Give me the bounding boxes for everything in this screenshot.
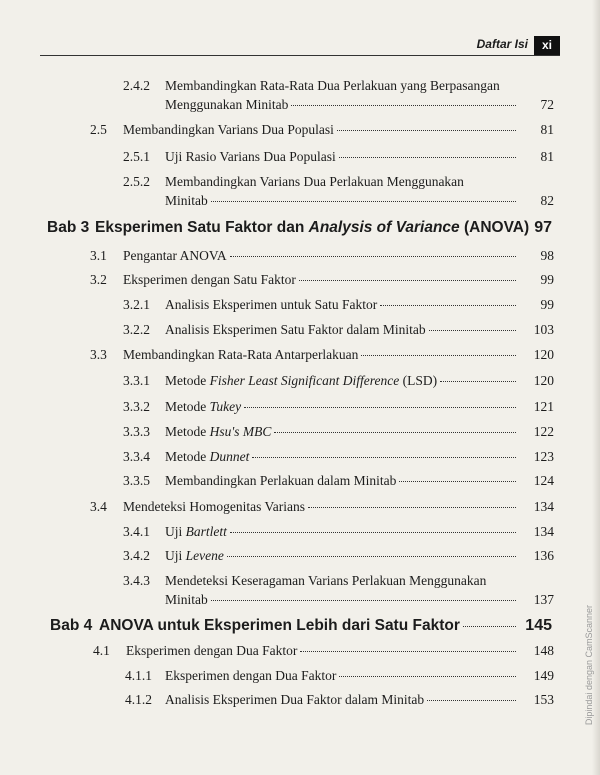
toc-chapter-number: Bab 4 [50,617,93,634]
toc-number: 3.3.5 [123,473,150,488]
header-page-number: xi [534,36,560,55]
toc-title-line: Uji Rasio Varians Dua Populasi [165,149,336,164]
toc-number: 3.2.2 [123,322,150,337]
toc-leader [211,201,516,202]
toc-leader [361,355,516,356]
toc-title-line: Menggunakan Minitab [165,97,289,112]
toc-title-post: (LSD) [399,373,438,388]
toc-page: 99 [540,297,554,312]
toc-leader [337,130,516,131]
toc-page: 97 [534,219,552,236]
toc-number: 3.3 [90,347,107,362]
toc-number: 3.4.3 [123,573,150,588]
toc-title-italic: Bartlett [185,524,227,539]
toc-page: 123 [533,449,554,464]
toc-page: 72 [540,97,554,112]
toc-title-line: Mendeteksi Homogenitas Varians [123,499,305,514]
toc-leader [339,157,516,158]
toc-title-line: Analisis Eksperimen Satu Faktor dalam Minitab [165,322,426,337]
toc-number: 3.3.3 [123,424,150,439]
toc-title-line: Membandingkan Perlakuan dalam Minitab [165,473,397,488]
toc-number: 3.4.1 [123,524,150,539]
toc-page: 82 [540,193,554,208]
toc-leader [274,432,516,433]
toc-title-pre: Metode [165,449,210,464]
toc-title-pre: Metode [165,424,210,439]
toc-page: 149 [533,668,554,683]
toc-number: 3.2.1 [123,297,150,312]
toc-number: 3.3.1 [123,373,150,388]
toc-page: 134 [533,524,554,539]
toc-title-italic: Fisher Least Significant Difference [209,373,400,388]
toc-title-line: Pengantar ANOVA [123,248,227,263]
toc-number: 3.1 [90,248,107,263]
toc-number: 2.5.1 [123,149,150,164]
toc-title-line: Minitab [165,193,208,208]
toc-leader [252,457,516,458]
toc-chapter-title: ANOVA untuk Eksperimen Lebih dari Satu Faktor [99,617,460,634]
toc-leader [244,407,516,408]
toc-leader [429,330,516,331]
toc-chapter-number: Bab 3 [47,219,90,236]
toc-title-line: Membandingkan Varians Dua Perlakuan Menggunakan [165,174,464,189]
toc-number: 3.3.4 [123,449,150,464]
toc-number: 4.1.1 [125,668,152,683]
toc-page: 134 [533,499,554,514]
toc-page: 81 [540,122,554,137]
toc-title-pre: Uji [165,548,186,563]
toc-leader [211,600,516,601]
header-rule [40,55,560,56]
toc-title-italic: Dunnet [209,449,250,464]
toc-leader [227,556,516,557]
toc-leader [230,532,516,533]
toc-page: 103 [533,322,554,337]
toc-chapter-title-italic: Analysis of Variance [308,219,460,236]
toc-page: 145 [525,617,552,634]
toc-number: 3.2 [90,272,107,287]
toc-title-line: Eksperimen dengan Satu Faktor [123,272,296,287]
toc-leader [380,305,516,306]
toc-title-line: Membandingkan Varians Dua Populasi [123,122,334,137]
toc-number: 2.5 [90,122,107,137]
toc-title-pre: Uji [165,524,186,539]
header-section-title: Daftar Isi [476,37,528,51]
toc-page: 121 [533,399,554,414]
toc-page: 122 [533,424,554,439]
scanner-watermark: Dipindai dengan CamScanner [584,604,594,725]
toc-leader [339,676,516,677]
toc-number: 3.4 [90,499,107,514]
toc-chapter-title-end: (ANOVA) [459,219,530,236]
toc-page: 137 [533,592,554,607]
toc-title-line: Analisis Eksperimen Dua Faktor dalam Minitab [165,692,425,707]
toc-page: 81 [540,149,554,164]
toc-page: 148 [533,643,554,658]
toc-title-line: Analisis Eksperimen untuk Satu Faktor [165,297,378,312]
toc-title-pre: Metode [165,373,210,388]
toc-title-line: Mendeteksi Keseragaman Varians Perlakuan Menggunakan [165,573,487,588]
toc-page: 120 [533,347,554,362]
toc-leader [440,381,516,382]
toc-leader [291,105,516,106]
toc-page: 153 [533,692,554,707]
toc-page: 98 [540,248,554,263]
toc-leader [399,481,516,482]
toc-title-line: Eksperimen dengan Dua Faktor [165,668,337,683]
toc-title-line: Membandingkan Rata-Rata Antarperlakuan [123,347,359,362]
toc-title-line: Minitab [165,592,208,607]
toc-number: 4.1 [93,643,110,658]
toc-page: 124 [533,473,554,488]
toc-number: 3.4.2 [123,548,150,563]
toc-title-italic: Levene [185,548,224,563]
toc-title-italic: Hsu's MBC [209,424,272,439]
toc-leader [299,280,516,281]
toc-page: 120 [533,373,554,388]
toc-leader [463,626,516,627]
toc-page: 136 [533,548,554,563]
toc-number: 2.5.2 [123,174,150,189]
toc-leader [427,700,516,701]
toc-number: 3.3.2 [123,399,150,414]
toc-title-line: Eksperimen dengan Dua Faktor [126,643,298,658]
running-header [0,36,600,56]
toc-chapter-title: Eksperimen Satu Faktor dan [95,219,309,236]
toc-title-italic: Tukey [209,399,242,414]
toc-number: 2.4.2 [123,78,150,93]
toc-leader [308,507,516,508]
toc-title-line: Membandingkan Rata-Rata Dua Perlakuan yang Berpasangan [165,78,500,93]
toc-number: 4.1.2 [125,692,152,707]
toc-title-pre: Metode [165,399,210,414]
toc-leader [300,651,516,652]
toc-page: 99 [540,272,554,287]
toc-leader [230,256,516,257]
